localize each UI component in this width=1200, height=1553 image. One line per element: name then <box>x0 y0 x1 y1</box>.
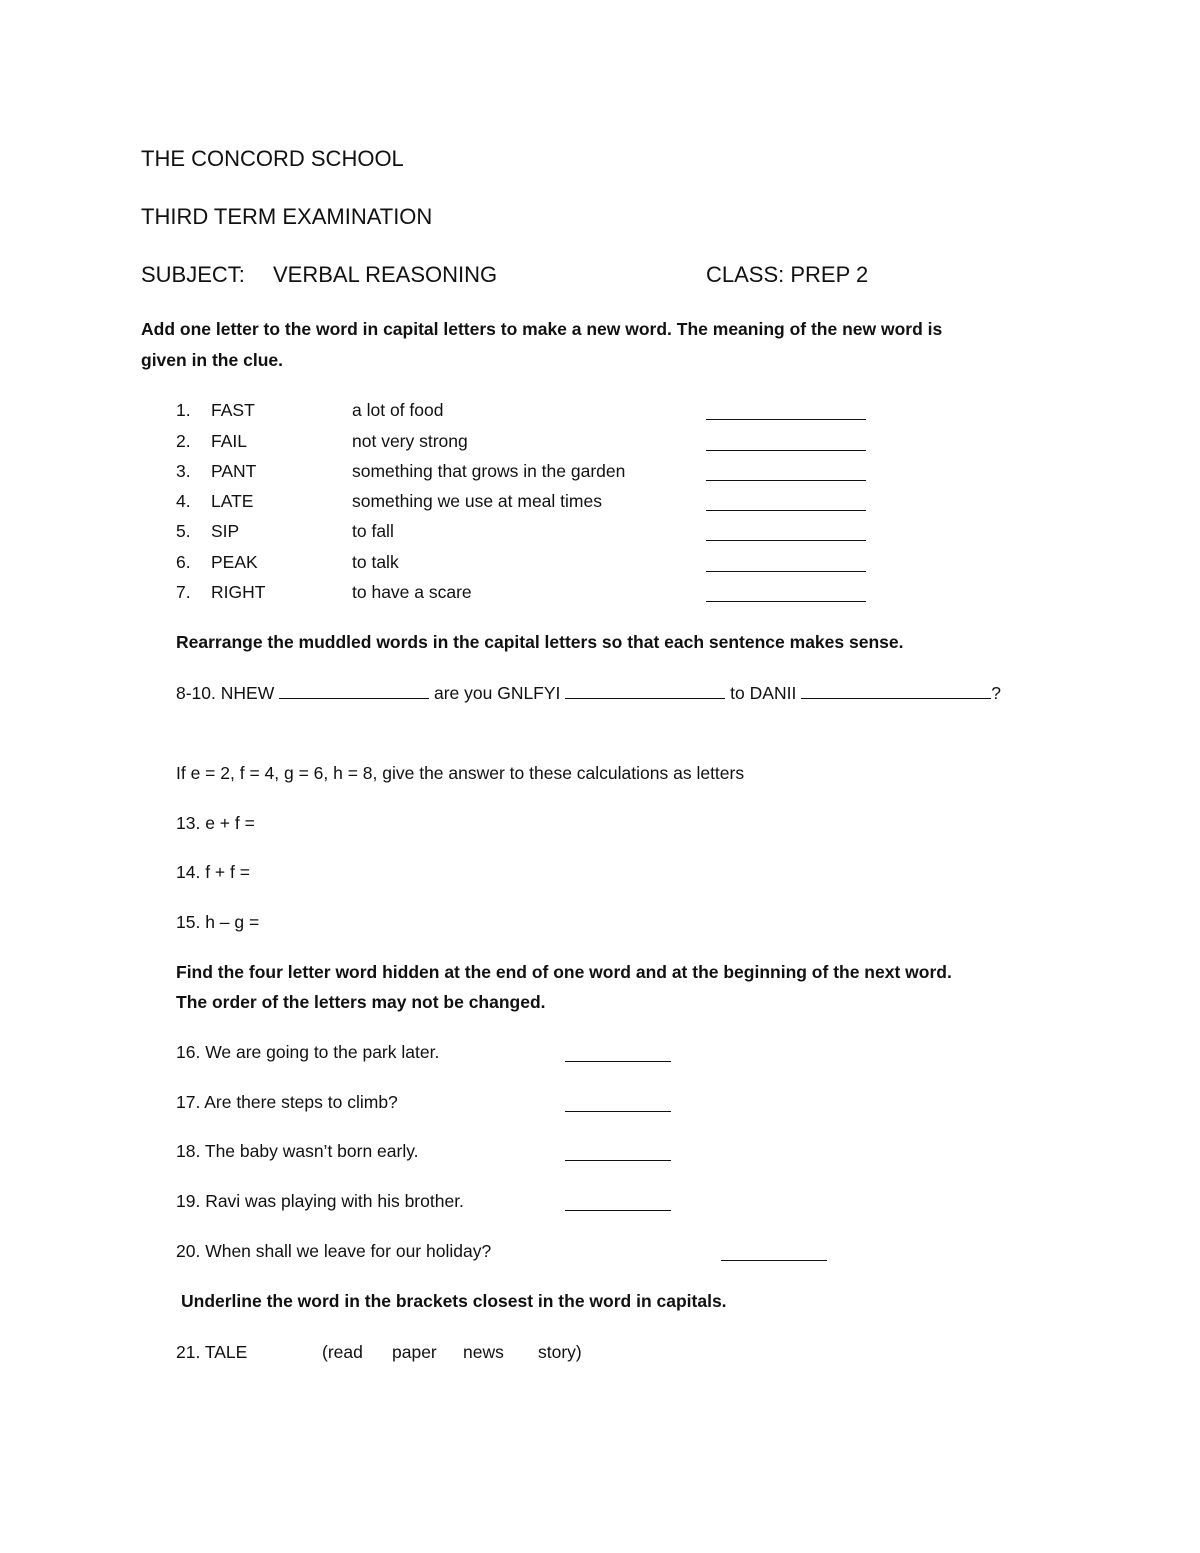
item-clue: something that grows in the garden <box>352 461 626 481</box>
answer-blank[interactable] <box>706 525 866 541</box>
section3-instruction: If e = 2, f = 4, g = 6, h = 8, give the answer to these calculations as letters <box>176 763 745 783</box>
option-word[interactable]: (read <box>322 1342 363 1362</box>
option-word[interactable]: story) <box>538 1342 582 1362</box>
subject-value: VERBAL REASONING <box>273 262 498 287</box>
item-clue: to talk <box>352 552 399 572</box>
option-word[interactable]: news <box>463 1342 504 1362</box>
item-number: 2. <box>176 431 191 451</box>
answer-blank[interactable] <box>721 1245 827 1261</box>
section4-instruction-line2: The order of the letters may not be changed. <box>176 992 546 1012</box>
item-clue: to fall <box>352 521 394 541</box>
question-8-10-part1: 8-10. NHEW <box>176 683 275 703</box>
section1-instruction-line1: Add one letter to the word in capital letters to make a new word. The meaning of the new word is <box>141 319 943 339</box>
question-8-10 <box>176 683 1001 704</box>
item-word: SIP <box>211 521 240 541</box>
item-word: PANT <box>211 461 257 481</box>
item-number: 7. <box>176 582 191 602</box>
school-name: THE CONCORD SCHOOL <box>141 146 404 171</box>
answer-blank[interactable] <box>706 465 866 481</box>
question-14: 14. f + f = <box>176 862 250 882</box>
answer-blank[interactable] <box>565 1046 671 1062</box>
answer-blank[interactable] <box>706 435 866 451</box>
subject-label: SUBJECT: <box>141 262 245 287</box>
item-word: FAST <box>211 400 255 420</box>
question-17: 17. Are there steps to climb? <box>176 1092 398 1112</box>
item-word: LATE <box>211 491 254 511</box>
item-number: 6. <box>176 552 191 572</box>
question-16: 16. We are going to the park later. <box>176 1042 440 1062</box>
question-19: 19. Ravi was playing with his brother. <box>176 1191 464 1211</box>
item-number: 3. <box>176 461 191 481</box>
class-label: CLASS: PREP 2 <box>706 262 869 287</box>
answer-blank[interactable] <box>565 683 725 699</box>
item-clue: to have a scare <box>352 582 472 602</box>
answer-blank[interactable] <box>279 683 429 699</box>
item-clue: not very strong <box>352 431 468 451</box>
section4-instruction-line1: Find the four letter word hidden at the end of one word and at the beginning of the next word. <box>176 962 952 982</box>
option-word[interactable]: paper <box>392 1342 437 1362</box>
question-15: 15. h – g = <box>176 912 260 932</box>
item-number: 1. <box>176 400 191 420</box>
exam-title: THIRD TERM EXAMINATION <box>141 204 433 229</box>
answer-blank[interactable] <box>565 1145 671 1161</box>
question-18: 18. The baby wasn’t born early. <box>176 1141 419 1161</box>
answer-blank[interactable] <box>565 1096 671 1112</box>
answer-blank[interactable] <box>706 556 866 572</box>
item-clue: something we use at meal times <box>352 491 602 511</box>
question-8-10-part2: are you GNLFYI <box>433 683 561 703</box>
section1-instruction-line2: given in the clue. <box>141 350 283 370</box>
answer-blank[interactable] <box>565 1195 671 1211</box>
question-20: 20. When shall we leave for our holiday? <box>176 1241 492 1261</box>
item-clue: a lot of food <box>352 400 444 420</box>
question-21-word: 21. TALE <box>176 1342 248 1362</box>
question-13: 13. e + f = <box>176 813 255 833</box>
item-word: RIGHT <box>211 582 266 602</box>
section2-instruction: Rearrange the muddled words in the capital letters so that each sentence makes sense. <box>176 632 904 652</box>
answer-blank[interactable] <box>706 404 866 420</box>
item-word: PEAK <box>211 552 258 572</box>
question-8-10-end: ? <box>991 683 1001 703</box>
answer-blank[interactable] <box>706 495 866 511</box>
item-word: FAIL <box>211 431 247 451</box>
item-number: 5. <box>176 521 191 541</box>
answer-blank[interactable] <box>706 586 866 602</box>
section5-instruction: Underline the word in the brackets closest in the word in capitals. <box>181 1291 727 1311</box>
item-number: 4. <box>176 491 191 511</box>
answer-blank[interactable] <box>801 683 991 699</box>
question-8-10-part3: to DANII <box>730 683 797 703</box>
